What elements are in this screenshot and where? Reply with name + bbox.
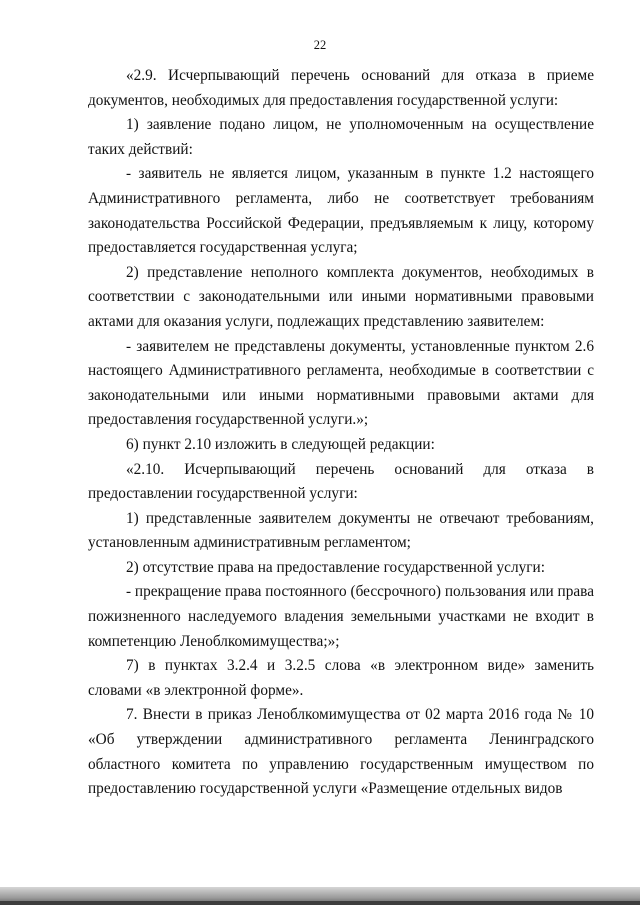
paragraph: 7. Внести в приказ Леноблкомимущества от 02 марта 2016 года № 10 «Об утверждении административного регламента Ленинградского областного комитета по управлению государственным имуществом по предоставлению государственной услуги «Размещение отдельных видов	[88, 706, 594, 798]
paragraph: - заявитель не является лицом, указанным в пункте 1.2 настоящего Административного регламента, либо не соответствует требованиям законодательства Российской Федерации, предъявляемым к лицу, которому предоставляется государственная услуга;	[88, 165, 594, 257]
scan-bottom-edge	[0, 901, 640, 905]
paragraph: 7) в пунктах 3.2.4 и 3.2.5 слова «в электронном виде» заменить словами «в электронной форме».	[88, 657, 594, 699]
paragraph: 6) пункт 2.10 изложить в следующей редакции:	[126, 435, 435, 453]
paragraph: 2) отсутствие права на предоставление государственной услуги:	[126, 558, 545, 576]
paragraph: 1) представленные заявителем документы не отвечают требованиям, установленным административным регламентом;	[88, 509, 594, 552]
paragraph: 1) заявление подано лицом, не уполномоченным на осуществление таких действий:	[88, 116, 594, 158]
document-body	[88, 64, 594, 802]
paragraph: «2.10. Исчерпывающий перечень оснований для отказа в предоставлении государственной услуги:	[88, 460, 594, 503]
paragraph: - заявителем не представлены документы, установленные пунктом 2.6 настоящего Административного регламента, необходимые в соответствии с законодательными или иными нормативными правовыми актами для предоставления государственной услуги.»;	[88, 337, 594, 429]
paragraph: «2.9. Исчерпывающий перечень оснований для отказа в приеме документов, необходимых для предоставления государственной услуги:	[88, 67, 594, 109]
paragraph: 2) представление неполного комплекта документов, необходимых в соответствии с законодательными или иными нормативными правовыми актами для оказания услуги, подлежащих представлению заявителем:	[88, 263, 594, 330]
paragraph: - прекращение права постоянного (бессрочного) пользования или права пожизненного наследуемого владения земельными участками не входит в компетенцию Леноблкомимущества;»;	[88, 583, 594, 650]
page-number: 22	[313, 38, 327, 52]
